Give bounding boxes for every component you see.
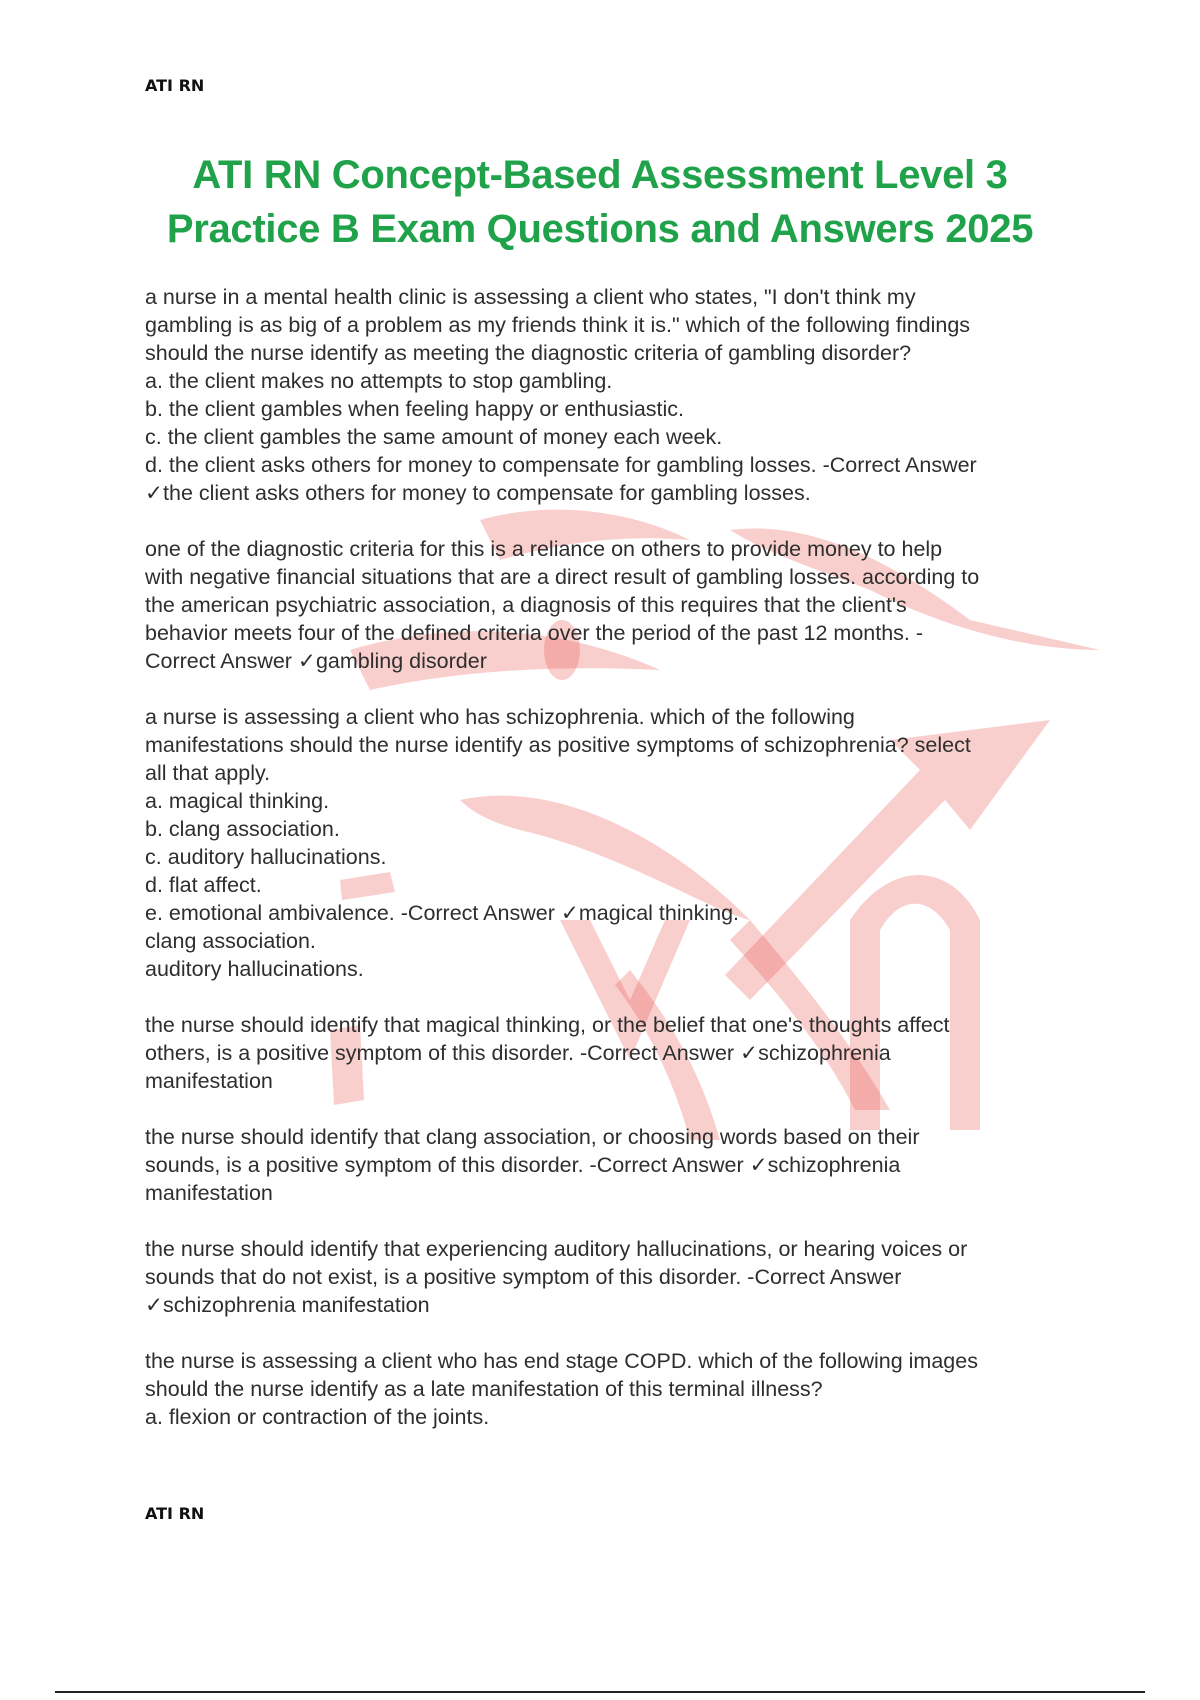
text-line: Correct Answer ✓gambling disorder bbox=[145, 649, 487, 673]
text-line: should the nurse identify as meeting the diagnostic criteria of gambling disorder? bbox=[145, 341, 912, 365]
text-line: a. flexion or contraction of the joints. bbox=[145, 1405, 490, 1429]
text-paragraph bbox=[145, 1347, 1100, 1431]
text-line: gambling is as big of a problem as my friends think it is." which of the following findings bbox=[145, 313, 971, 337]
text-line: b. the client gambles when feeling happy or enthusiastic. bbox=[145, 397, 685, 421]
text-paragraph bbox=[145, 1123, 1100, 1207]
text-line: auditory hallucinations. bbox=[145, 957, 364, 981]
text-line: the nurse should identify that clang association, or choosing words based on their bbox=[145, 1125, 920, 1149]
text-paragraph bbox=[145, 1011, 1100, 1095]
text-line: behavior meets four of the defined criteria over the period of the past 12 months. - bbox=[145, 621, 924, 645]
title-line-2: Practice B Exam Questions and Answers 2025 bbox=[166, 207, 1034, 251]
text-line: a nurse in a mental health clinic is assessing a client who states, "I don't think my bbox=[145, 285, 916, 309]
text-line: the american psychiatric association, a diagnosis of this requires that the client's bbox=[145, 593, 907, 617]
text-paragraph bbox=[145, 703, 1100, 983]
page-header-label: ATI RN bbox=[145, 76, 205, 95]
text-paragraph bbox=[145, 1235, 1100, 1319]
text-line: sounds, is a positive symptom of this disorder. -Correct Answer ✓schizophrenia bbox=[145, 1153, 901, 1177]
text-line: d. the client asks others for money to compensate for gambling losses. -Correct Answer bbox=[145, 453, 977, 477]
text-paragraph bbox=[145, 283, 1100, 507]
page-bottom-rule bbox=[55, 1691, 1145, 1693]
text-line: ✓schizophrenia manifestation bbox=[145, 1293, 430, 1317]
text-line: the nurse should identify that magical thinking, or the belief that one's thoughts affect bbox=[145, 1013, 950, 1037]
text-line: d. flat affect. bbox=[145, 873, 262, 897]
text-line: manifestation bbox=[145, 1181, 273, 1205]
text-line: ✓the client asks others for money to compensate for gambling losses. bbox=[145, 481, 811, 505]
text-line: all that apply. bbox=[145, 761, 271, 785]
text-line: with negative financial situations that are a direct result of gambling losses. according to bbox=[145, 565, 980, 589]
text-line: a. magical thinking. bbox=[145, 789, 330, 813]
text-paragraph bbox=[145, 535, 1100, 675]
text-line: b. clang association. bbox=[145, 817, 340, 841]
text-line: the nurse should identify that experiencing auditory hallucinations, or hearing voices or bbox=[145, 1237, 968, 1261]
title-line-1: ATI RN Concept-Based Assessment Level 3 bbox=[192, 153, 1008, 197]
text-line: c. the client gambles the same amount of money each week. bbox=[145, 425, 723, 449]
text-line: sounds that do not exist, is a positive symptom of this disorder. -Correct Answer bbox=[145, 1265, 902, 1289]
text-line: a. the client makes no attempts to stop gambling. bbox=[145, 369, 613, 393]
document-body bbox=[145, 283, 1100, 1459]
text-line: should the nurse identify as a late manifestation of this terminal illness? bbox=[145, 1377, 823, 1401]
text-line: e. emotional ambivalence. -Correct Answer ✓magical thinking. bbox=[145, 901, 740, 925]
text-line: manifestations should the nurse identify as positive symptoms of schizophrenia? select bbox=[145, 733, 971, 757]
text-line: one of the diagnostic criteria for this is a reliance on others to provide money to help bbox=[145, 537, 943, 561]
page-footer-label: ATI RN bbox=[145, 1504, 205, 1523]
text-line: others, is a positive symptom of this disorder. -Correct Answer ✓schizophrenia bbox=[145, 1041, 891, 1065]
text-line: c. auditory hallucinations. bbox=[145, 845, 387, 869]
text-line: a nurse is assessing a client who has schizophrenia. which of the following bbox=[145, 705, 855, 729]
text-line: manifestation bbox=[145, 1069, 273, 1093]
text-line: clang association. bbox=[145, 929, 316, 953]
text-line: the nurse is assessing a client who has end stage COPD. which of the following images bbox=[145, 1349, 978, 1373]
document-title bbox=[100, 148, 1100, 256]
